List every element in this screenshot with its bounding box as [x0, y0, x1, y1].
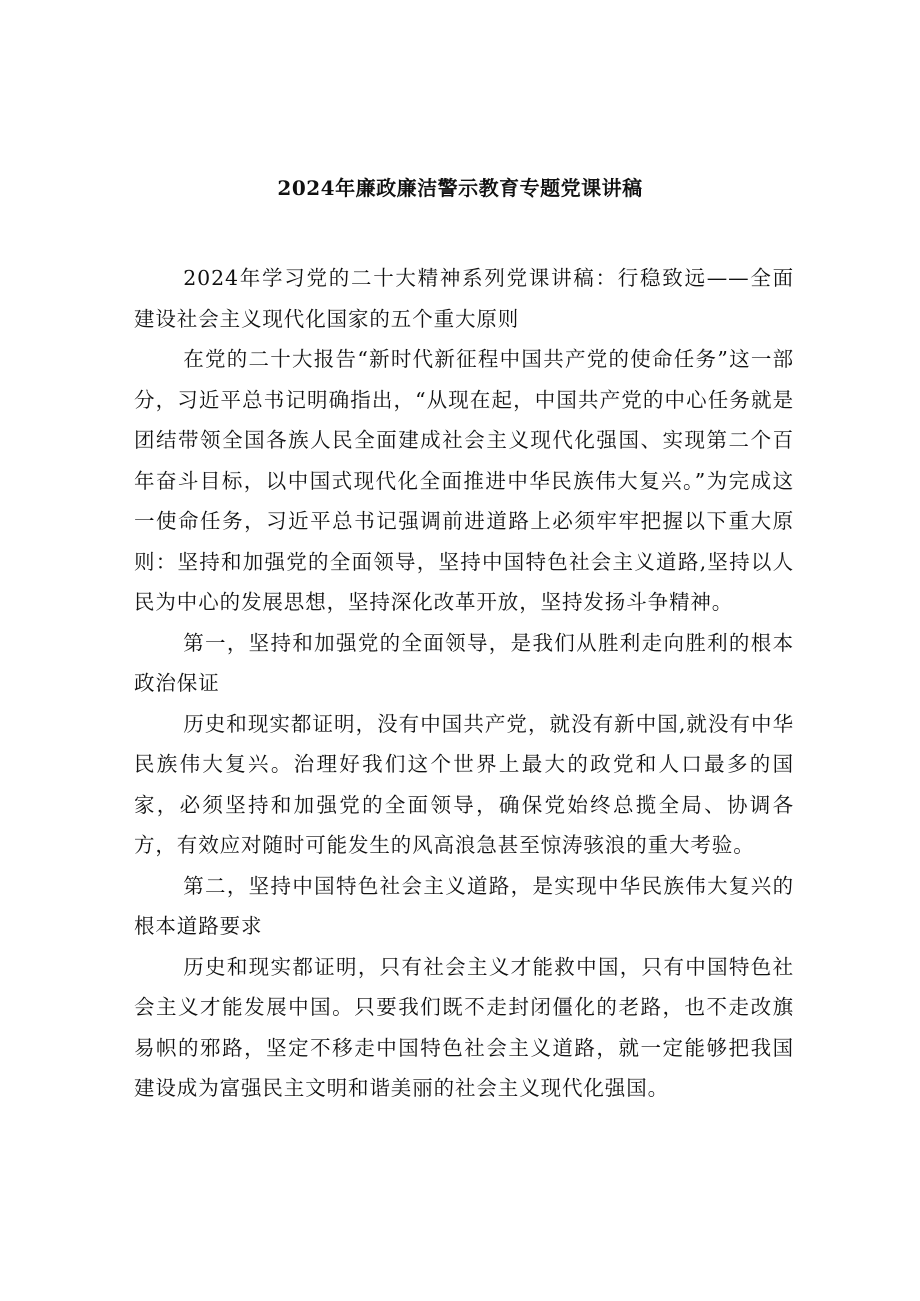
paragraph-intro: 在党的二十大报告“新时代新征程中国共产党的使命任务”这一部分，习近平总书记明确指出，“从现在起，中国共产党的中心任务就是团结带领全国各族人民全面建成社会主义现代化强国、实现第二个百年奋斗目标，以中国式现代化全面推进中华民族伟大复兴。”为完成这一使命任务，习近平总书记强调前进道路上必须牢牢把握以下重大原则：坚持和加强党的全面领导，坚持中国特色社会主义道路,坚持以人民为中心的发展思想，坚持深化改革开放，坚持发扬斗争精神。 — [134, 347, 794, 614]
paragraph-heading-first: 第一，坚持和加强党的全面领导，是我们从胜利走向胜利的根本政治保证 — [134, 630, 794, 695]
document-title: 2024年廉政廉洁警示教育专题党课讲稿 — [277, 176, 643, 200]
paragraph-second-body: 历史和现实都证明，只有社会主义才能救中国，只有中国特色社会主义才能发展中国。只要我们既不走封闭僵化的老路，也不走改旗易帜的邪路，坚定不移走中国特色社会主义道路，就一定能够把我国建设成为富强民主文明和谐美丽的社会主义现代化强国。 — [134, 954, 794, 1100]
paragraph-first-body: 历史和现实都证明，没有中国共产党，就没有新中国,就没有中华民族伟大复兴。治理好我们这个世界上最大的政党和人口最多的国家，必须坚持和加强党的全面领导，确保党始终总揽全局、协调各方，有效应对随时可能发生的风高浪急甚至惊涛骇浪的重大考验。 — [134, 711, 794, 857]
document-body — [134, 258, 794, 1109]
paragraph-subtitle: 2024年学习党的二十大精神系列党课讲稿：行稳致远——全面建设社会主义现代化国家的五个重大原则 — [134, 266, 794, 331]
paragraph-heading-second: 第二，坚持中国特色社会主义道路，是实现中华民族伟大复兴的根本道路要求 — [134, 873, 794, 938]
